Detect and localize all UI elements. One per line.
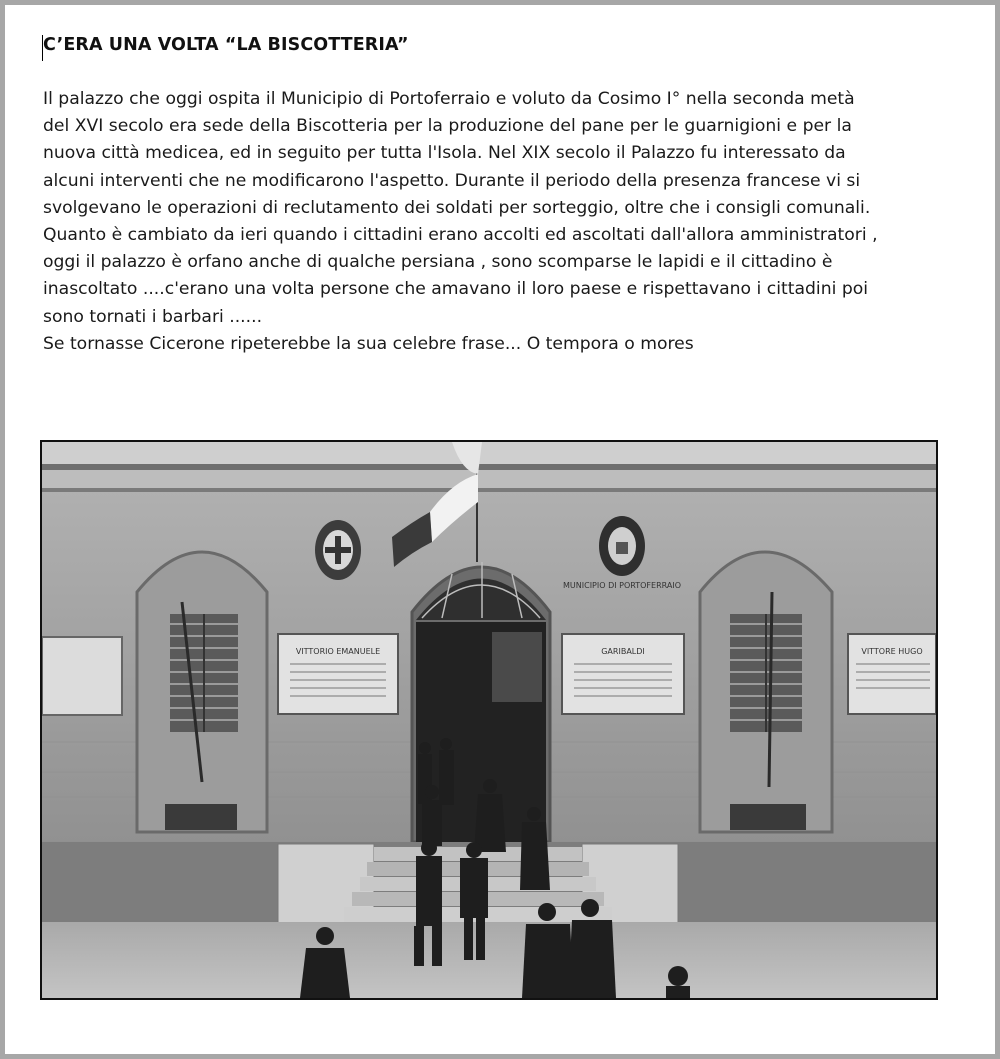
document-body — [43, 86, 988, 358]
plaque-center-text: GARIBALDI — [601, 647, 645, 656]
body-line: inascoltato ....c'erano una volta persone che amavano il loro paese e rispettavano i cittadini poi — [43, 279, 869, 300]
building-facade-illustration — [42, 442, 936, 998]
plaque-center — [562, 634, 684, 714]
body-line: Se tornasse Cicerone ripeterebbe la sua celebre frase... O tempora o mores — [43, 333, 694, 354]
document-page — [5, 5, 995, 1054]
body-line: svolgevano le operazioni di reclutamento dei soldati per sorteggio, oltre che i consigli comunali. — [43, 197, 871, 218]
left-arch-window — [137, 552, 267, 832]
plaque-left — [278, 634, 398, 714]
document-title: C’ERA UNA VOLTA “LA BISCOTTERIA” — [43, 35, 409, 55]
plaque-far-left — [42, 637, 122, 715]
body-line: oggi il palazzo è orfano anche di qualche persiana , sono scomparse le lapidi e il cittadino è — [43, 252, 833, 273]
plaque-right — [848, 634, 936, 714]
coat-of-arms-left — [315, 520, 361, 580]
right-arch-window — [700, 552, 832, 832]
body-line: nuova città medicea, ed in seguito per tutta l'Isola. Nel XIX secolo il Palazzo fu interessato da — [43, 143, 846, 164]
body-line: Il palazzo che oggi ospita il Municipio di Portoferraio e voluto da Cosimo I° nella seconda metà — [43, 89, 855, 109]
historic-photo — [40, 440, 938, 1000]
plaque-right-text: VITTORE HUGO — [861, 647, 923, 656]
body-line: sono tornati i barbari ...... — [43, 306, 263, 327]
body-line: alcuni interventi che ne modificarono l'aspetto. Durante il periodo della presenza francese vi si — [43, 170, 861, 191]
emblem-right-text: MUNICIPIO DI PORTOFERRAIO — [563, 581, 681, 590]
body-line: del XVI secolo era sede della Biscotteria per la produzione del pane per le guarnigioni e per la — [43, 116, 852, 137]
plaque-left-text: VITTORIO EMANUELE — [295, 647, 381, 656]
coat-of-arms-right — [599, 516, 645, 576]
body-line: Quanto è cambiato da ieri quando i cittadini erano accolti ed ascoltati dall'allora amministratori , — [43, 225, 878, 246]
